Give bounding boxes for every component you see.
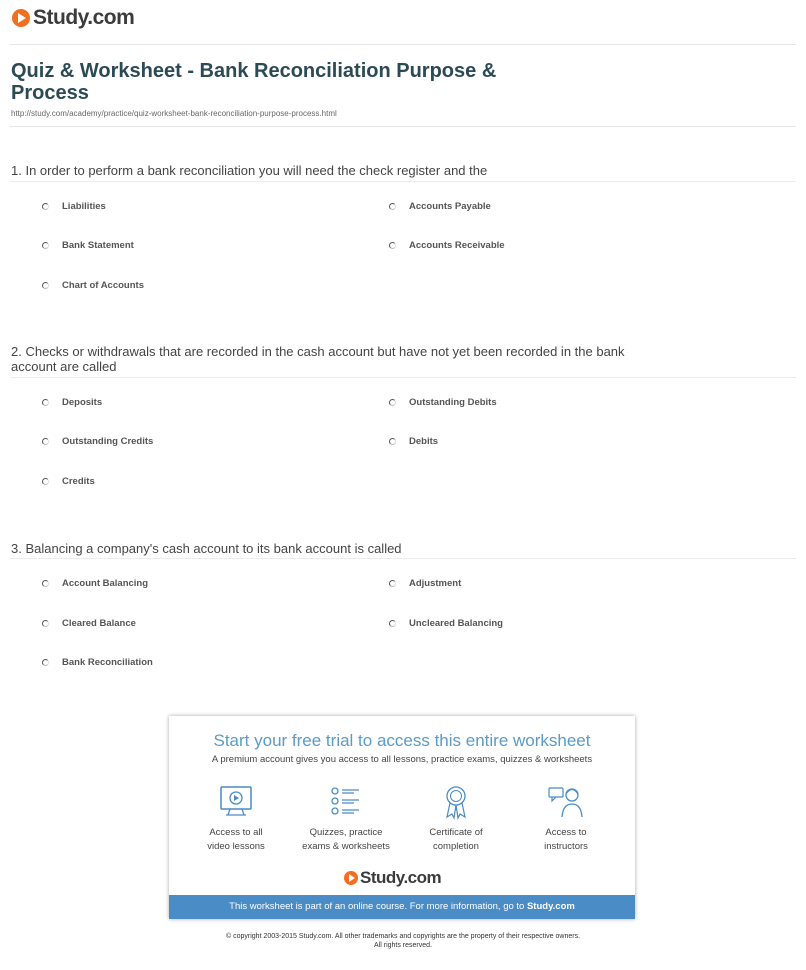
copyright-footer xyxy=(0,932,806,950)
answer-option[interactable]: Outstanding Credits xyxy=(42,436,153,447)
instructor-icon xyxy=(546,784,586,820)
radio-icon xyxy=(389,242,396,249)
radio-icon xyxy=(389,438,396,445)
play-logo-icon xyxy=(344,871,358,885)
answer-option[interactable]: Accounts Payable xyxy=(389,201,491,212)
logo-text: Study.com xyxy=(33,6,135,29)
radio-icon xyxy=(42,659,49,666)
feature-certificate xyxy=(401,784,511,854)
video-lesson-icon xyxy=(216,784,256,820)
answer-option[interactable]: Accounts Receivable xyxy=(389,240,505,251)
quiz-list-icon xyxy=(326,784,366,820)
radio-icon xyxy=(42,399,49,406)
promo-title: Start your free trial to access this entire worksheet xyxy=(213,731,591,750)
question-divider xyxy=(10,377,796,378)
feature-video-lessons xyxy=(181,784,291,854)
question-2-text: 2. Checks or withdrawals that are recorded in the cash account but have not yet been recorded in the bank account are called xyxy=(11,344,625,374)
promo-study-logo[interactable] xyxy=(344,868,441,888)
logo-text: Study.com xyxy=(360,868,442,887)
rights-line: All rights reserved. xyxy=(374,942,432,949)
radio-icon xyxy=(42,620,49,627)
answer-option[interactable]: Bank Statement xyxy=(42,240,134,251)
feature-instructors xyxy=(511,784,621,854)
question-divider xyxy=(10,558,796,559)
page-url: http://study.com/academy/practice/quiz-worksheet-bank-reconciliation-purpose-process.html xyxy=(11,109,337,118)
question-3-text: 3. Balancing a company's cash account to its bank account is called xyxy=(11,541,402,556)
study-logo[interactable] xyxy=(12,6,134,30)
question-1-text: 1. In order to perform a bank reconciliation you will need the check register and the xyxy=(11,163,488,178)
radio-icon xyxy=(42,580,49,587)
page-title: Quiz & Worksheet - Bank Reconciliation Purpose & Process xyxy=(11,60,497,104)
answer-option[interactable]: Credits xyxy=(42,476,95,487)
radio-icon xyxy=(42,282,49,289)
radio-icon xyxy=(42,438,49,445)
radio-icon xyxy=(42,242,49,249)
radio-icon xyxy=(389,203,396,210)
radio-icon xyxy=(389,399,396,406)
answer-option[interactable]: Debits xyxy=(389,436,438,447)
free-trial-promo[interactable] xyxy=(169,716,635,919)
feature-label: Access to all video lessons xyxy=(207,827,265,852)
promo-info-bar[interactable] xyxy=(169,895,635,919)
feature-quizzes xyxy=(291,784,401,854)
radio-icon xyxy=(389,620,396,627)
answer-option[interactable]: Deposits xyxy=(42,397,102,408)
header-divider xyxy=(10,44,796,45)
copyright-line: © copyright 2003-2015 Study.com. All other trademarks and copyrights are the property of their respective owners. xyxy=(225,933,581,940)
radio-icon xyxy=(42,203,49,210)
certificate-icon xyxy=(436,784,476,820)
answer-option[interactable]: Liabilities xyxy=(42,201,106,212)
radio-icon xyxy=(42,478,49,485)
answer-option[interactable]: Chart of Accounts xyxy=(42,280,144,291)
answer-option[interactable]: Bank Reconciliation xyxy=(42,657,153,668)
answer-option[interactable]: Uncleared Balancing xyxy=(389,618,503,629)
study-link[interactable]: Study.com xyxy=(526,901,575,912)
play-logo-icon xyxy=(12,9,30,27)
feature-label: Quizzes, practice exams & worksheets xyxy=(302,827,390,852)
answer-option[interactable]: Adjustment xyxy=(389,578,461,589)
radio-icon xyxy=(389,580,396,587)
promo-bar-text: This worksheet is part of an online course. For more information, go to xyxy=(229,901,525,912)
answer-option[interactable]: Outstanding Debits xyxy=(389,397,497,408)
answer-option[interactable]: Account Balancing xyxy=(42,578,148,589)
answer-option[interactable]: Cleared Balance xyxy=(42,618,136,629)
title-divider xyxy=(10,126,796,127)
feature-label: Access to instructors xyxy=(544,827,588,852)
feature-label: Certificate of completion xyxy=(429,827,483,852)
promo-subtitle: A premium account gives you access to all lessons, practice exams, quizzes & worksheets xyxy=(211,754,593,765)
question-divider xyxy=(10,181,796,182)
